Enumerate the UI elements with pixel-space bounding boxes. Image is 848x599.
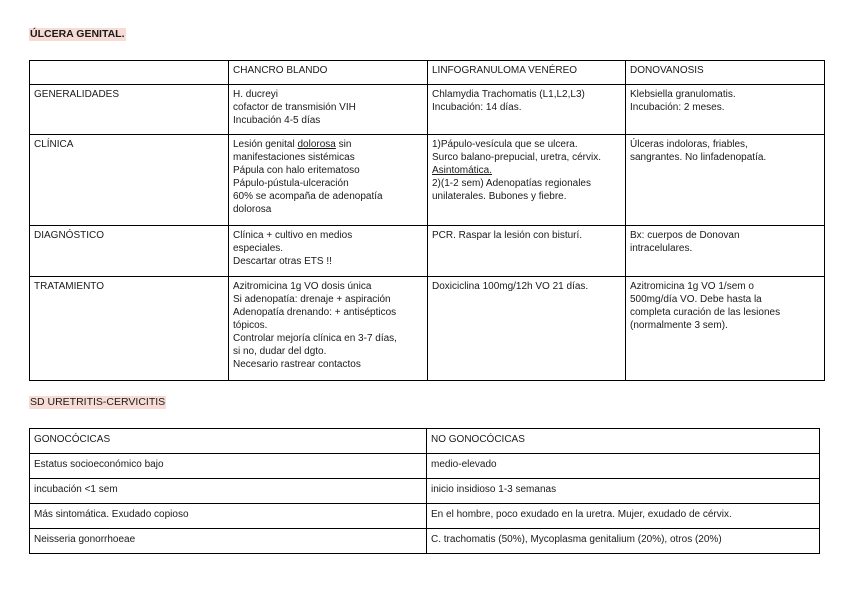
table-header-row [30,429,820,454]
table-row-clinica [30,135,825,226]
cell-diagnostico-donovanosis: Bx: cuerpos de Donovan intracelulares. [626,226,825,277]
underlined-asintomatica: Asintomática. [432,165,493,176]
underlined-dolorosa: dolorosa [297,139,336,150]
table-header-row [30,61,825,85]
cell-tratamiento-donovanosis: Azitromicina 1g VO 1/sem o 500mg/día VO. Debe hasta la completa curación de las lesiones (normalmente 3 sem). [626,277,825,381]
table-cell: C. trachomatis (50%), Mycoplasma genitalium (20%), otros (20%) [427,529,820,554]
table-row [30,454,820,479]
row-label-generalidades: GENERALIDADES [30,85,229,135]
row-label-clinica: CLÍNICA [30,135,229,226]
table-cell: Neisseria gonorrhoeae [30,529,427,554]
header-cell-empty [30,61,229,85]
table-cell: Más sintomática. Exudado copioso [30,504,427,529]
table-cell: medio-elevado [427,454,820,479]
cell-diagnostico-linfogranuloma: PCR. Raspar la lesión con bisturí. [428,226,626,277]
cell-clinica-linfo-text-a: 1)Pápulo-vesícula que se ulcera. Surco balano-prepucial, uretra, cérvix. [432,139,601,163]
table-cell: En el hombre, poco exudado en la uretra. Mujer, exudado de cérvix. [427,504,820,529]
cell-tratamiento-linfogranuloma: Doxiciclina 100mg/12h VO 21 días. [428,277,626,381]
table-row-tratamiento [30,277,825,381]
cell-clinica-chancro-text-b: sin manifestaciones sistémicas Pápula con halo eritematoso Pápulo-pústula-ulceración 60% se acompaña de adenopatía dolorosa [233,139,383,215]
cell-diagnostico-chancro: Clínica + cultivo en medios especiales. Descartar otras ETS !! [229,226,428,277]
cell-clinica-donovanosis: Úlceras indoloras, friables, sangrantes. No linfadenopatía. [626,135,825,226]
section-title-ulcera-genital: ÚLCERA GENITAL. [30,28,125,40]
cell-clinica-linfo-text-b: 2)(1-2 sem) Adenopatías regionales unilaterales. Bubones y fiebre. [432,178,591,202]
table-cell: incubación <1 sem [30,479,427,504]
cell-generalidades-donovanosis: Klebsiella granulomatis. Incubación: 2 meses. [626,85,825,135]
row-label-diagnostico: DIAGNÓSTICO [30,226,229,277]
cell-clinica-chancro-text-a: Lesión genital [233,139,298,150]
table-row [30,479,820,504]
table-cell: inicio insidioso 1-3 semanas [427,479,820,504]
header-cell-chancro-blando: CHANCRO BLANDO [229,61,428,85]
cell-clinica-linfogranuloma [428,135,626,226]
row-label-tratamiento: TRATAMIENTO [30,277,229,381]
table-row [30,529,820,554]
ulcera-genital-table [29,60,825,381]
header-cell-gonococicas: GONOCÓCICAS [30,429,427,454]
table-row [30,504,820,529]
cell-generalidades-linfogranuloma: Chlamydia Trachomatis (L1,L2,L3) Incubación: 14 días. [428,85,626,135]
cell-tratamiento-chancro: Azitromicina 1g VO dosis única Si adenopatía: drenaje + aspiración Adenopatía drenando: + antisépticos tópicos. Controlar mejoría clínica en 3-7 días, si no, dudar del dgto. Necesario rastrear contactos [229,277,428,381]
table-row-diagnostico [30,226,825,277]
header-cell-no-gonococicas: NO GONOCÓCICAS [427,429,820,454]
uretritis-cervicitis-table [29,428,820,554]
header-cell-linfogranuloma: LINFOGRANULOMA VENÉREO [428,61,626,85]
cell-generalidades-chancro: H. ducreyi cofactor de transmisión VIH Incubación 4-5 días [229,85,428,135]
section-title-sd-uretritis-cervicitis: SD URETRITIS-CERVICITIS [30,396,166,408]
header-cell-donovanosis: DONOVANOSIS [626,61,825,85]
table-row-generalidades [30,85,825,135]
table-cell: Estatus socioeconómico bajo [30,454,427,479]
cell-clinica-chancro [229,135,428,226]
